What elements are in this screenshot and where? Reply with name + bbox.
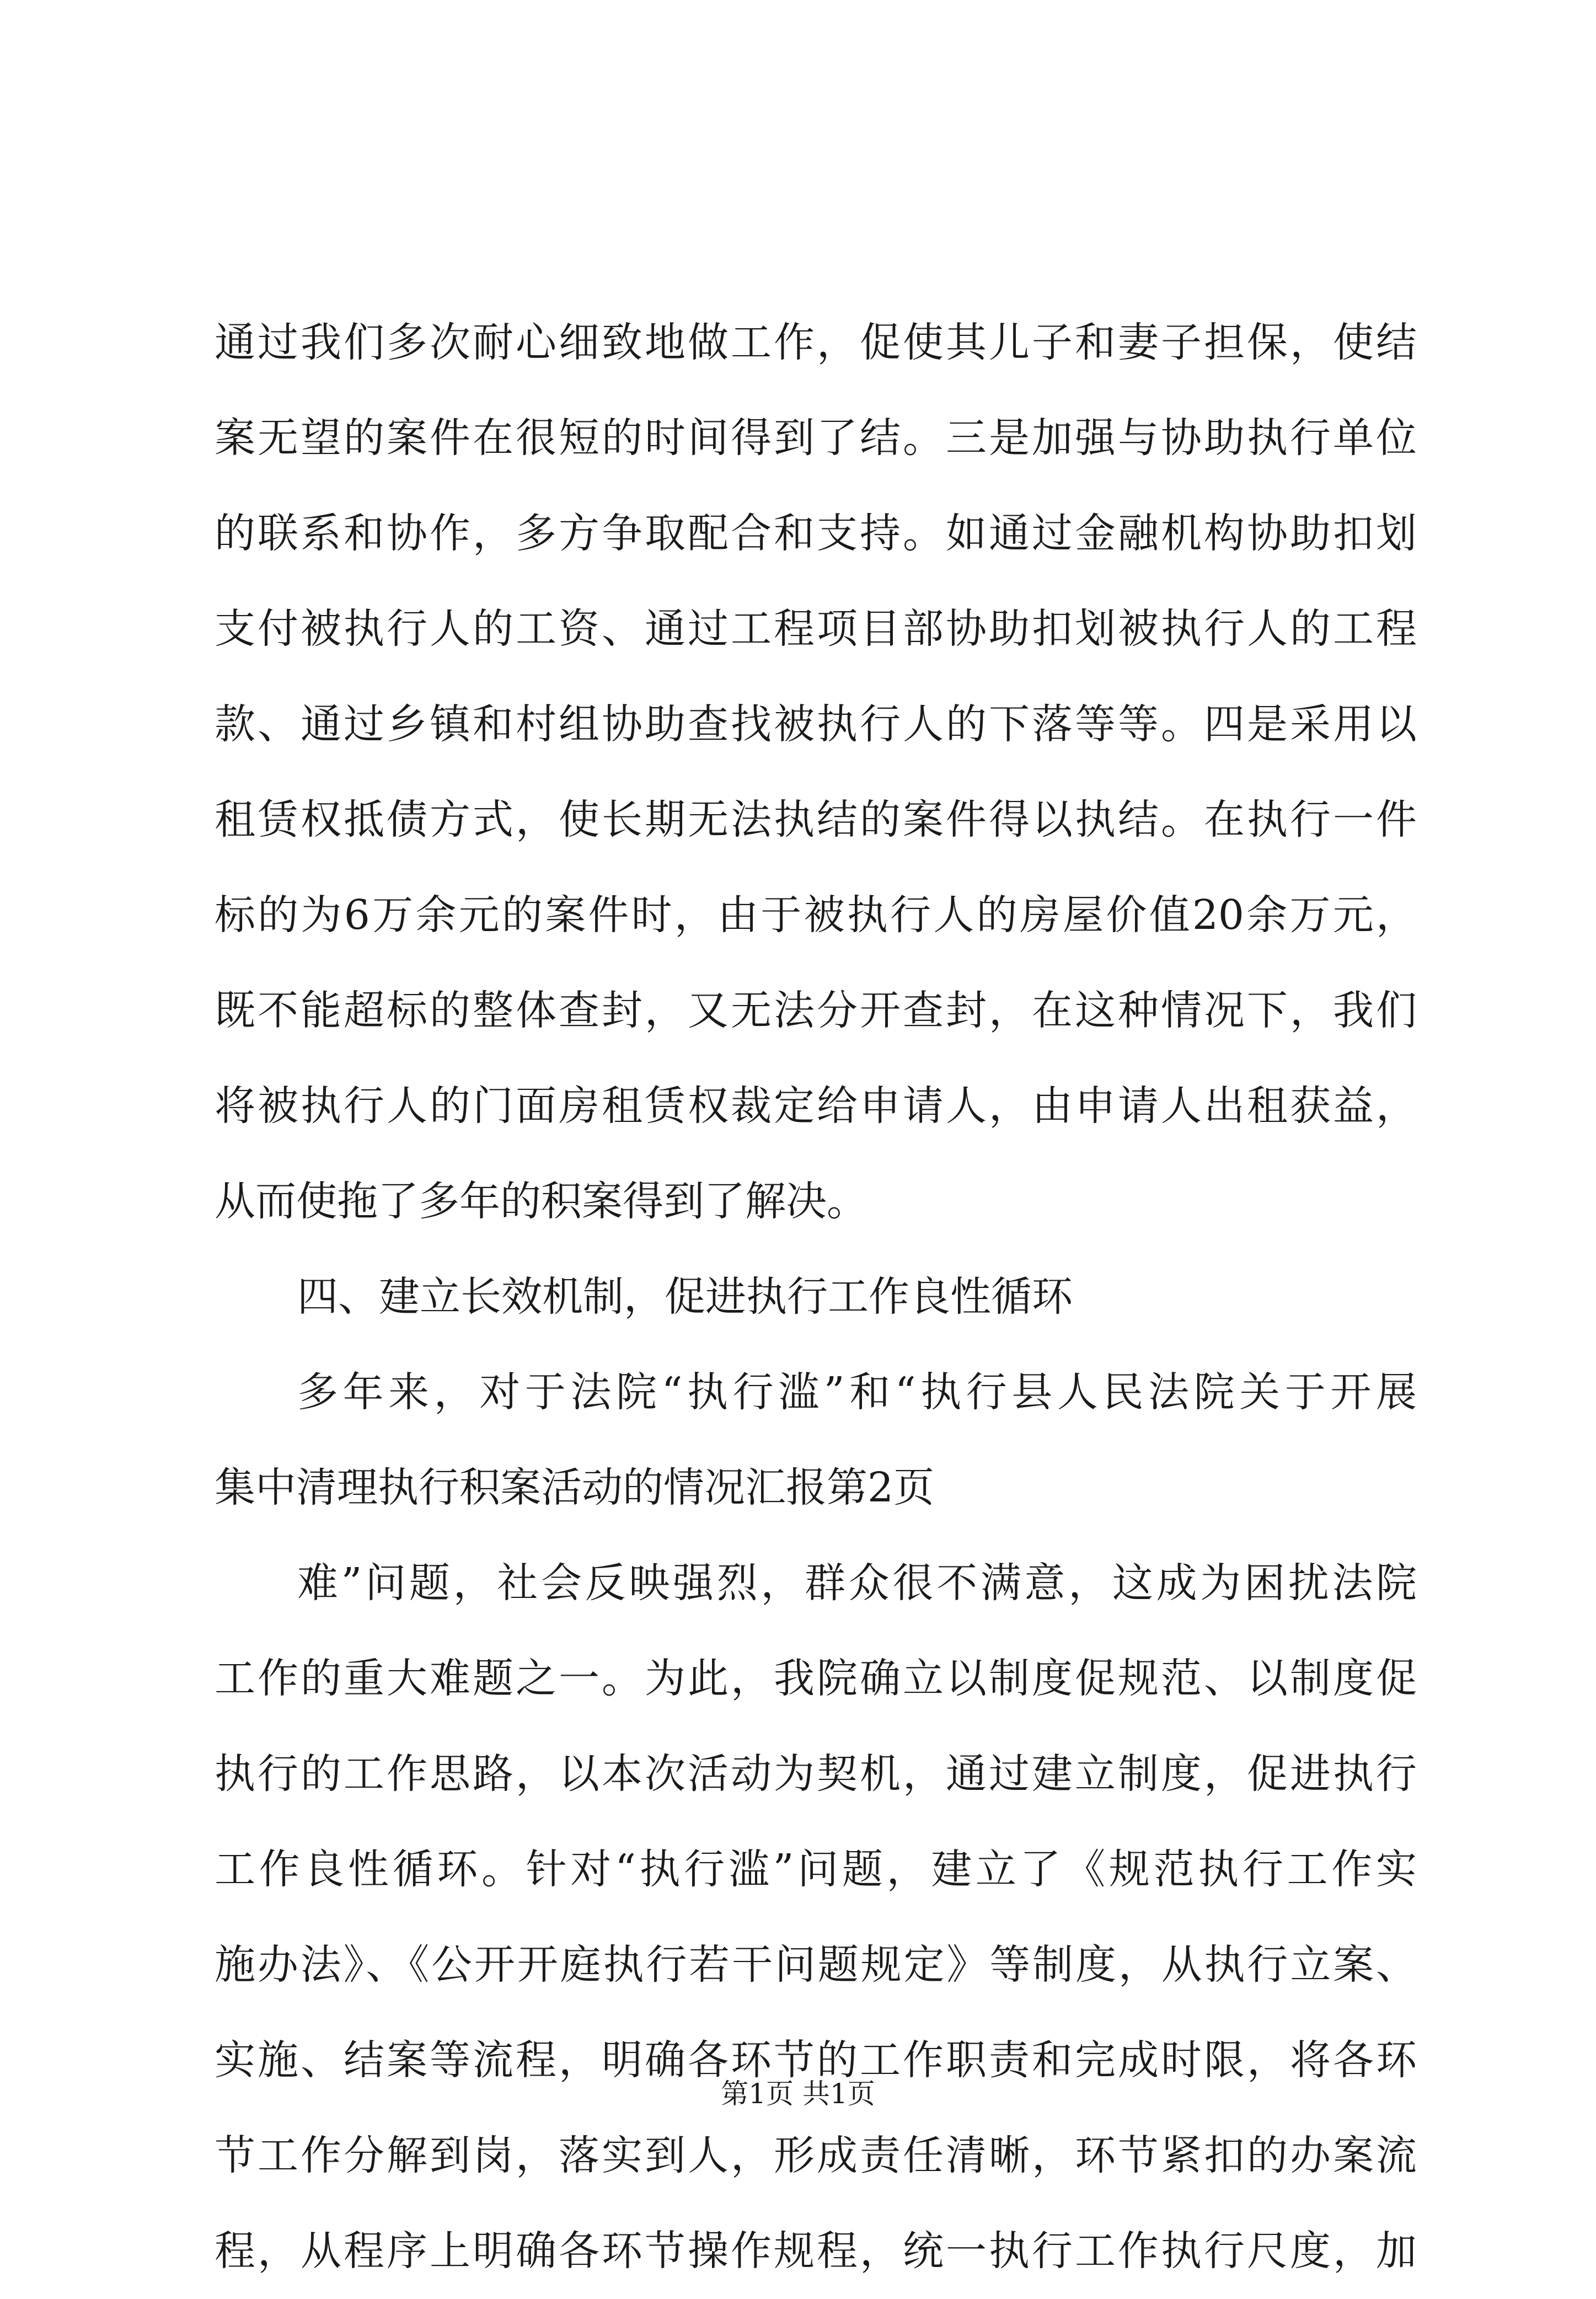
text-line: 执行的工作思路，以本次活动为契机，通过建立制度，促进执行 — [215, 1750, 1417, 1798]
text-line: 难”问题，社会反映强烈，群众很不满意，这成为困扰法院 — [297, 1559, 1417, 1607]
document-body — [215, 295, 1417, 2299]
text-line: 通过我们多次耐心细致地做工作，促使其儿子和妻子担保，使结 — [215, 319, 1417, 366]
text-line: 工作良性循环。针对“执行滥”问题，建立了《规范执行工作实 — [215, 1846, 1417, 1893]
page-footer: 第1页 共1页 — [721, 2078, 875, 2110]
text-line: 租赁权抵债方式，使长期无法执结的案件得以执结。在执行一件 — [215, 796, 1417, 843]
text-line: 程，从程序上明确各环节操作规程，统一执行工作执行尺度，加 — [215, 2227, 1417, 2275]
section-heading: 四、建立长效机制，促进执行工作良性循环 — [297, 1273, 1073, 1320]
text-line: 的联系和协作，多方争取配合和支持。如通过金融机构协助扣划 — [215, 510, 1417, 557]
text-line: 集中清理执行积案活动的情况汇报第2页 — [215, 1464, 935, 1511]
text-line: 标的为6万余元的案件时，由于被执行人的房屋价值20余万元， — [215, 891, 1417, 939]
text-line: 案无望的案件在很短的时间得到了结。三是加强与协助执行单位 — [215, 414, 1417, 462]
text-line: 支付被执行人的工资、通过工程项目部协助扣划被执行人的工程 — [215, 605, 1417, 653]
text-line: 实施、结案等流程，明确各环节的工作职责和完成时限，将各环 — [215, 2036, 1417, 2084]
text-line: 既不能超标的整体查封，又无法分开查封，在这种情况下，我们 — [215, 987, 1417, 1034]
text-line: 款、通过乡镇和村组协助查找被执行人的下落等等。四是采用以 — [215, 701, 1417, 748]
text-line: 工作的重大难题之一。为此，我院确立以制度促规范、以制度促 — [215, 1655, 1417, 1702]
text-line: 从而使拖了多年的积案得到了解决。 — [215, 1178, 867, 1225]
text-line: 多年来，对于法院“执行滥”和“执行县人民法院关于开展 — [297, 1368, 1417, 1416]
text-line: 施办法》、《公开开庭执行若干问题规定》等制度，从执行立案、 — [215, 1941, 1417, 1988]
text-line: 节工作分解到岗，落实到人，形成责任清晰，环节紧扣的办案流 — [215, 2132, 1417, 2179]
text-line: 将被执行人的门面房租赁权裁定给申请人，由申请人出租获益， — [215, 1082, 1417, 1130]
